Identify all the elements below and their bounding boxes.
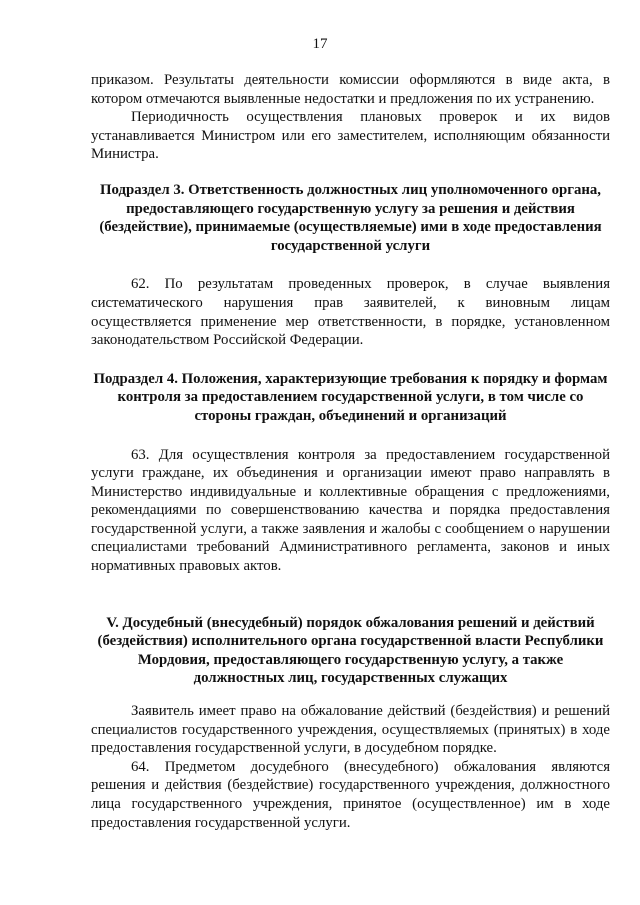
paragraph-applicant-right: Заявитель имеет право на обжалование действий (бездействия) и решений специалистов государственного учреждения, осуществляемых (принятых) в ходе предоставления государственной услуги, в досудебном порядке. — [91, 703, 610, 757]
heading-section-5: V. Досудебный (внесудебный) порядок обжалования решений и действий (бездействия) исполнительного органа государственной власти Республики Мордовия, предоставляющего государственную услугу, а также должностных лиц, государственных служащих — [97, 614, 604, 687]
heading-subsection-3: Подраздел 3. Ответственность должностных лиц уполномоченного органа, предоставляющего государственную услугу за решения и действия (бездействие), принимаемые (осуществляемые) ими в ходе предоставления государственной услуги — [99, 181, 602, 254]
paragraph-63: 63. Для осуществления контроля за предоставлением государственной услуги граждане, их объединения и организации имеют право направлять в Министерство индивидуальные и коллективные обращения с предложениями, рекомендациями по совершенствованию качества и порядка предоставления государственной услуги, а также заявления и жалобы с сообщением о нарушении специалистами требований Административного регламента, законов и иных нормативных правовых актов. — [91, 446, 610, 575]
paragraph-62: 62. По результатам проведенных проверок, в случае выявления систематического нарушения прав заявителей, к виновным лицам осуществляется применение мер ответственности, в порядке, установленном законодательством Российской Федерации. — [91, 276, 610, 349]
page-number: 17 — [312, 36, 328, 52]
heading-subsection-4: Подраздел 4. Положения, характеризующие требования к порядку и формам контроля за предоставлением государственной услуги, в том числе со стороны граждан, объединений и организаций — [93, 370, 608, 424]
paragraph-inspection-periodicity: Периодичность осуществления плановых проверок и их видов устанавливается Министром или его заместителем, исполняющим обязанности Министра. — [91, 109, 610, 163]
document-body — [91, 71, 610, 832]
paragraph-commission-act: приказом. Результаты деятельности комиссии оформляются в виде акта, в котором отмечаются выявленные недостатки и предложения по их устранению. — [91, 72, 610, 107]
paragraph-64: 64. Предметом досудебного (внесудебного) обжалования являются решения и действия (бездействие) государственного учреждения, должностного лица государственного учреждения, принятое (осуществленное) им в ходе предоставления государственной услуги. — [91, 758, 610, 831]
